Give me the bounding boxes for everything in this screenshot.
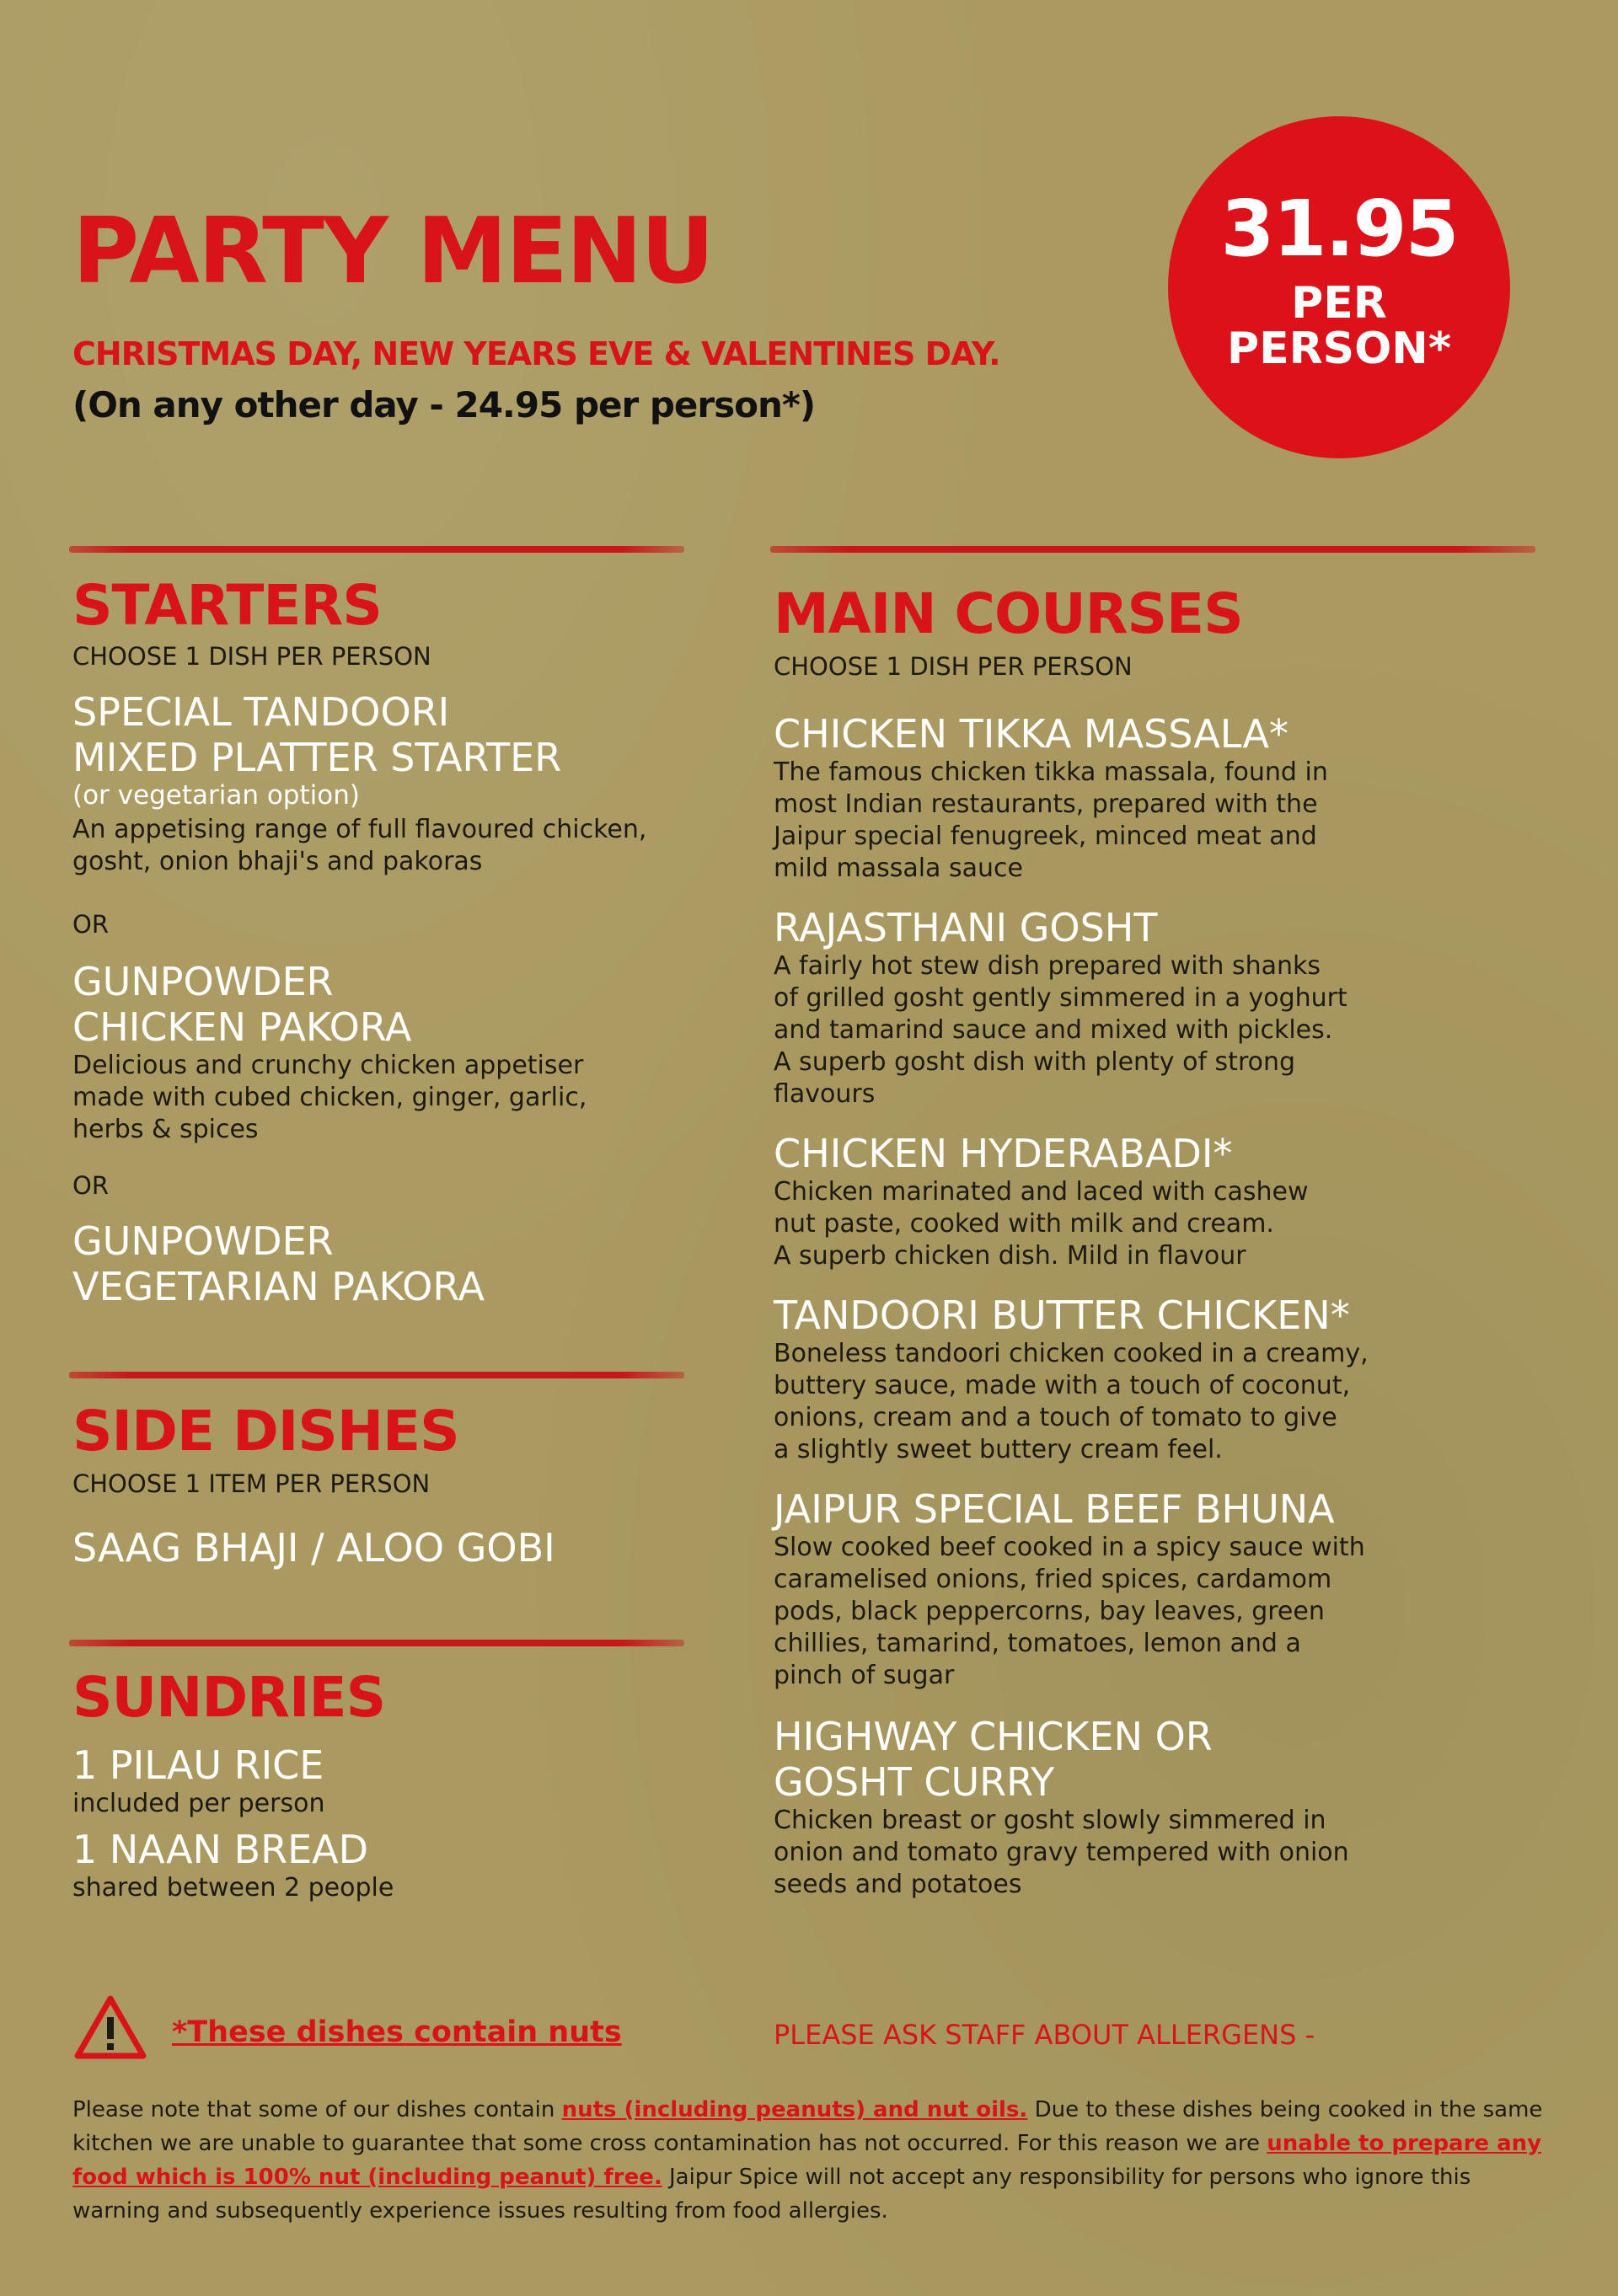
or-separator: OR — [72, 1171, 109, 1200]
dish-description: most Indian restaurants, prepared with the — [774, 789, 1318, 819]
price-amount: 31.95 — [1220, 184, 1458, 274]
main-item — [774, 1486, 1532, 1692]
dish-name: RAJASTHANI GOSHT — [774, 905, 1158, 950]
dish-description: chillies, tamarind, tomatoes, lemon and a — [774, 1629, 1301, 1658]
allergy-disclaimer — [72, 2093, 1547, 2228]
dish-name: GUNPOWDER — [72, 1218, 334, 1264]
dish-description: The famous chicken tikka massala, found in — [774, 757, 1328, 787]
side-dishes-choose: CHOOSE 1 ITEM PER PERSON — [72, 1469, 431, 1498]
dish-description: pinch of sugar — [774, 1661, 955, 1690]
other-day-price: (On any other day - 24.95 per person*) — [72, 384, 816, 425]
disclaimer-highlight: unable to prepare any food which is 100% nut (including peanut) free. — [72, 2131, 1542, 2190]
dish-name: TANDOORI BUTTER CHICKEN* — [774, 1293, 1350, 1338]
dish-name: GOSHT CURRY — [774, 1759, 1055, 1805]
sundry-name: 1 NAAN BREAD — [72, 1827, 369, 1872]
dish-name: GUNPOWDER — [72, 959, 334, 1004]
dish-name: CHICKEN TIKKA MASSALA* — [774, 711, 1289, 757]
dish-name: HIGHWAY CHICKEN OR — [774, 1714, 1213, 1759]
dish-description: made with cubed chicken, ginger, garlic, — [72, 1083, 587, 1112]
dish-description: Chicken marinated and laced with cashew — [774, 1177, 1309, 1207]
sundry-item — [72, 1742, 324, 1820]
dish-description: caramelised onions, fried spices, cardamom — [774, 1565, 1332, 1594]
dish-description: Delicious and crunchy chicken appetiser — [72, 1051, 584, 1080]
dish-description: seeds and potatoes — [774, 1870, 1022, 1899]
disclaimer-highlight: nuts (including peanuts) and nut oils. — [561, 2097, 1028, 2122]
side-dishes-divider — [69, 1372, 684, 1378]
dish-description: herbs & spices — [72, 1115, 259, 1144]
price-person: PERSON* — [1226, 324, 1452, 374]
dish-name: VEGETARIAN PAKORA — [72, 1264, 485, 1309]
sundry-note: shared between 2 people — [72, 1873, 394, 1903]
nuts-warning: *These dishes contain nuts — [172, 2015, 622, 2049]
dish-description: and tamarind sauce and mixed with pickles. — [774, 1015, 1333, 1045]
dish-description: A fairly hot stew dish prepared with shanks — [774, 951, 1321, 981]
mains-title: MAIN COURSES — [774, 581, 1243, 646]
starters-choose: CHOOSE 1 DISH PER PERSON — [72, 642, 431, 671]
dish-name: CHICKEN HYDERABADI* — [774, 1131, 1233, 1176]
dish-description: onion and tomato gravy tempered with onion — [774, 1838, 1349, 1867]
allergens-notice: PLEASE ASK STAFF ABOUT ALLERGENS - — [774, 2019, 1315, 2051]
dish-description: Chicken breast or gosht slowly simmered in — [774, 1806, 1326, 1835]
starters-divider — [69, 546, 684, 553]
starter-item — [72, 689, 713, 878]
dish-description: of grilled gosht gently simmered in a yoghurt — [774, 983, 1347, 1013]
dish-description: Slow cooked beef cooked in a spicy sauce with — [774, 1533, 1365, 1562]
or-separator: OR — [72, 910, 109, 939]
dish-description: nut paste, cooked with milk and cream. — [774, 1209, 1274, 1239]
dish-description: An appetising range of full flavoured chicken, — [72, 815, 647, 844]
dish-note: (or vegetarian option) — [72, 780, 360, 811]
dish-description: onions, cream and a touch of tomato to give — [774, 1403, 1337, 1432]
main-item — [774, 1293, 1532, 1466]
main-item — [774, 711, 1532, 885]
dish-description: mild massala sauce — [774, 854, 1023, 883]
dish-description: A superb chicken dish. Mild in flavour — [774, 1241, 1246, 1271]
sundry-name: 1 PILAU RICE — [72, 1742, 324, 1788]
dish-description: pods, black peppercorns, bay leaves, green — [774, 1597, 1325, 1626]
sundry-item — [72, 1827, 394, 1904]
side-dishes-items: SAAG BHAJI / ALOO GOBI — [72, 1525, 555, 1571]
price-badge — [1168, 116, 1510, 458]
dish-description: flavours — [774, 1079, 876, 1109]
page-title: PARTY MENU — [72, 199, 713, 304]
dish-description: gosht, onion bhaji's and pakoras — [72, 847, 483, 876]
price-per: PER — [1291, 278, 1387, 329]
starter-item — [72, 1218, 713, 1309]
main-item — [774, 1131, 1532, 1272]
starters-title: STARTERS — [72, 573, 382, 638]
disclaimer-text: Jaipur Spice will not accept any responsibility for persons who ignore this warning and subsequently experience issues resulting from food allergies. — [72, 2165, 1471, 2224]
sundries-title: SUNDRIES — [72, 1665, 386, 1730]
mains-choose: CHOOSE 1 DISH PER PERSON — [774, 652, 1133, 681]
dish-description: Boneless tandoori chicken cooked in a creamy, — [774, 1339, 1369, 1368]
mains-divider — [770, 546, 1535, 553]
dish-name: MIXED PLATTER STARTER — [72, 735, 562, 780]
dish-name: JAIPUR SPECIAL BEEF BHUNA — [774, 1486, 1335, 1532]
dish-name: SPECIAL TANDOORI — [72, 689, 450, 735]
main-item — [774, 1714, 1532, 1901]
dish-description: A superb gosht dish with plenty of strong — [774, 1047, 1296, 1077]
warning-triangle-icon — [74, 1995, 147, 2059]
sundry-note: included per person — [72, 1789, 325, 1818]
side-dishes-title: SIDE DISHES — [72, 1399, 459, 1464]
starter-item — [72, 959, 713, 1146]
sundries-divider — [69, 1640, 684, 1646]
dish-description: buttery sauce, made with a touch of coconut, — [774, 1371, 1351, 1400]
dish-description: a slightly sweet buttery cream feel. — [774, 1435, 1223, 1464]
main-item — [774, 905, 1532, 1111]
disclaimer-text: Please note that some of our dishes contain — [72, 2097, 562, 2122]
dish-description: Jaipur special fenugreek, minced meat and — [774, 822, 1317, 851]
disclaimer-text: Due to these dishes being cooked in the same kitchen we are unable to guarantee that some cross contamination has not occurred. For this reason we are — [72, 2097, 1543, 2156]
occasions-subtitle: CHRISTMAS DAY, NEW YEARS EVE & VALENTINES DAY. — [72, 335, 1000, 372]
dish-name: CHICKEN PAKORA — [72, 1004, 412, 1050]
